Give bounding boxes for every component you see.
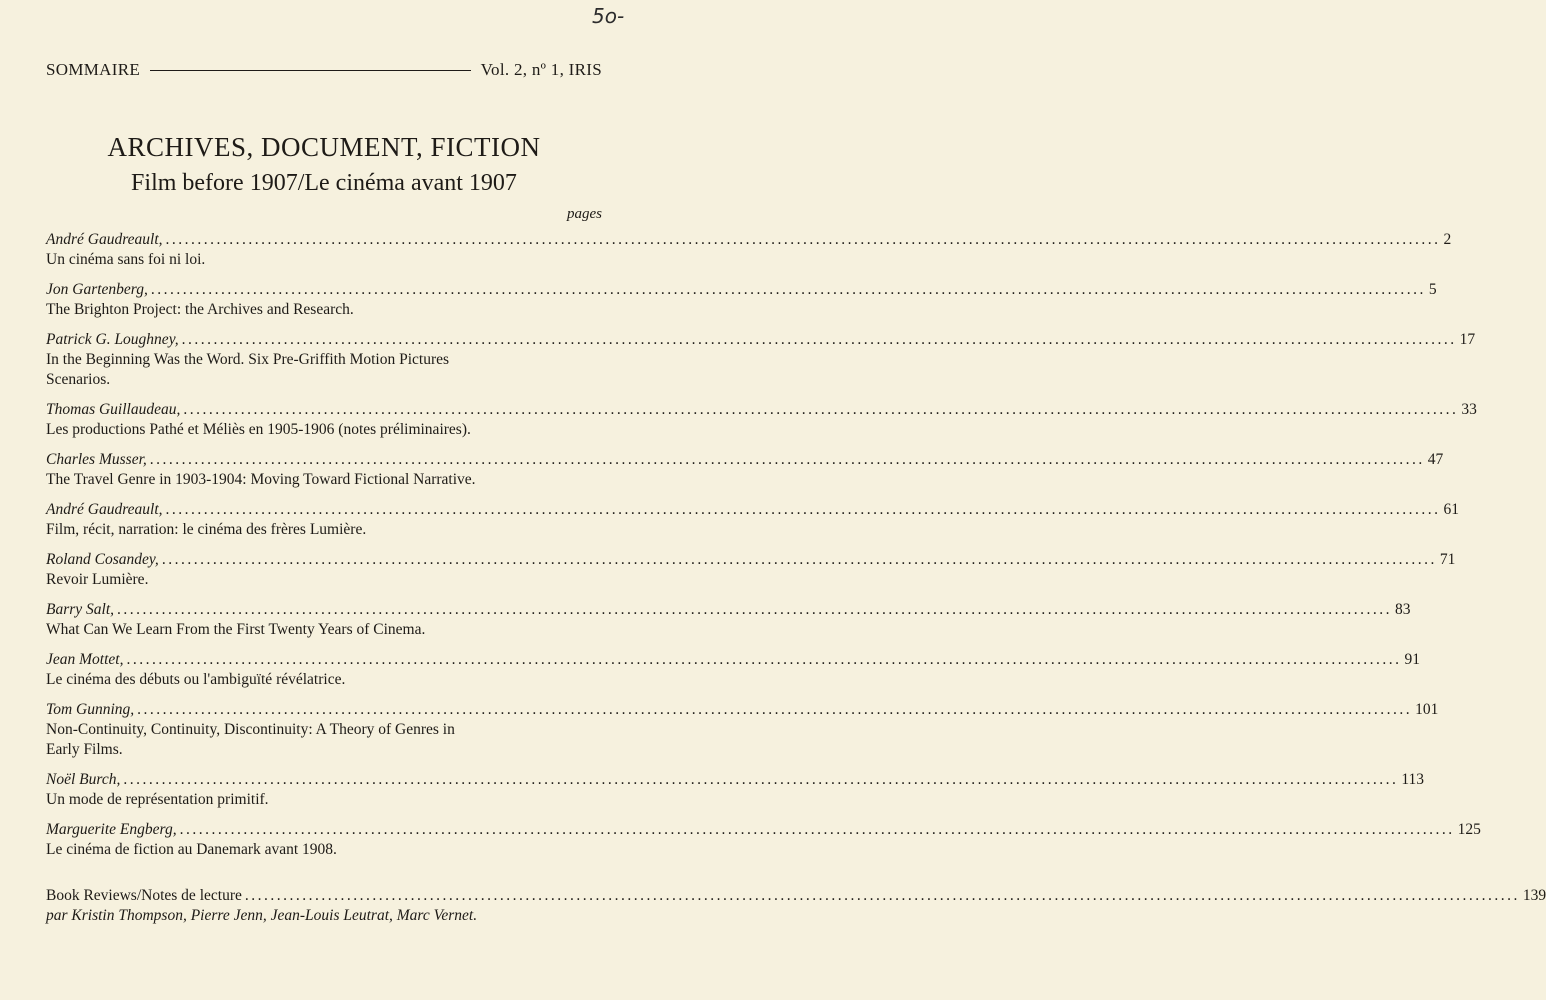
entry-page: 61 bbox=[1443, 501, 1460, 518]
reviews-page: 139 bbox=[1522, 887, 1546, 904]
dot-leader: ........................................................................................................................................................................................................ bbox=[149, 451, 1425, 468]
pages-column-label: pages bbox=[567, 206, 602, 222]
header-left: SOMMAIRE bbox=[46, 60, 141, 79]
entry-page: 2 bbox=[1443, 231, 1452, 248]
entry-author: Jean Mottet, bbox=[46, 651, 124, 668]
page-subtitle: Film before 1907/Le cinéma avant 1907 bbox=[131, 170, 517, 196]
entry-title: Non-Continuity, Continuity, Discontinuity: A Theory of Genres in bbox=[46, 721, 455, 738]
entry-page: 71 bbox=[1439, 551, 1456, 568]
entry-title: Film, récit, narration: le cinéma des frères Lumière. bbox=[46, 521, 367, 538]
entry-title: Le cinéma des débuts ou l'ambiguïté révélatrice. bbox=[46, 671, 346, 688]
entry-author: André Gaudreault, bbox=[46, 231, 163, 248]
dot-leader: ........................................................................................................................................................................................................ bbox=[244, 887, 1520, 904]
header-right: Vol. 2, nº 1, IRIS bbox=[480, 60, 602, 79]
entry-page: 83 bbox=[1395, 601, 1411, 618]
entry-title: Les productions Pathé et Méliès en 1905-1906 (notes préliminaires). bbox=[46, 421, 471, 438]
book-reviews-entry bbox=[46, 886, 1546, 926]
entry-title: Un mode de représentation primitif. bbox=[46, 791, 269, 808]
entry-author: Charles Musser, bbox=[46, 451, 147, 468]
toc-entry bbox=[46, 770, 1425, 810]
entry-title: What Can We Learn From the First Twenty Years of Cinema. bbox=[46, 621, 426, 638]
dot-leader: ........................................................................................................................................................................................................ bbox=[161, 551, 1437, 568]
entry-title-continued: Scenarios. bbox=[46, 371, 111, 388]
entry-author: Tom Gunning, bbox=[46, 701, 135, 718]
entry-author: Jon Gartenberg, bbox=[46, 281, 148, 298]
toc-entry bbox=[46, 600, 1411, 640]
entry-author: Thomas Guillaudeau, bbox=[46, 401, 181, 418]
entry-title: Revoir Lumière. bbox=[46, 571, 149, 588]
entry-page: 5 bbox=[1428, 281, 1437, 298]
entry-page: 125 bbox=[1457, 821, 1481, 838]
dot-leader: ........................................................................................................................................................................................................ bbox=[123, 771, 1399, 788]
dot-leader: ........................................................................................................................................................................................................ bbox=[117, 601, 1393, 618]
entry-page: 47 bbox=[1427, 451, 1444, 468]
reviews-contributors: par Kristin Thompson, Pierre Jenn, Jean-Louis Leutrat, Marc Vernet. bbox=[46, 907, 478, 924]
toc-entry bbox=[46, 280, 1437, 320]
toc-entry bbox=[46, 650, 1420, 690]
dot-leader: ........................................................................................................................................................................................................ bbox=[165, 231, 1441, 248]
running-header bbox=[46, 60, 602, 80]
entry-page: 113 bbox=[1401, 771, 1425, 788]
entry-title-continued: Early Films. bbox=[46, 741, 123, 758]
dot-leader: ........................................................................................................................................................................................................ bbox=[179, 821, 1455, 838]
toc-entry bbox=[46, 550, 1456, 590]
toc-entry bbox=[46, 400, 1477, 440]
entry-title: The Brighton Project: the Archives and Research. bbox=[46, 301, 354, 318]
toc-entry bbox=[46, 450, 1444, 490]
toc-entry bbox=[46, 230, 1452, 270]
entry-author: Marguerite Engberg, bbox=[46, 821, 177, 838]
page-title: ARCHIVES, DOCUMENT, FICTION bbox=[107, 132, 541, 162]
entry-page: 33 bbox=[1461, 401, 1477, 418]
entry-author: Roland Cosandey, bbox=[46, 551, 159, 568]
dot-leader: ........................................................................................................................................................................................................ bbox=[126, 651, 1402, 668]
entry-author: Patrick G. Loughney, bbox=[46, 331, 179, 348]
entry-title: The Travel Genre in 1903-1904: Moving Toward Fictional Narrative. bbox=[46, 471, 476, 488]
toc-entry bbox=[46, 820, 1481, 860]
entry-title: Un cinéma sans foi ni loi. bbox=[46, 251, 206, 268]
dot-leader: ........................................................................................................................................................................................................ bbox=[150, 281, 1426, 298]
dot-leader: ........................................................................................................................................................................................................ bbox=[181, 331, 1457, 348]
dot-leader: ........................................................................................................................................................................................................ bbox=[183, 401, 1459, 418]
handwritten-annotation: 5o- bbox=[592, 4, 625, 28]
dot-leader: ........................................................................................................................................................................................................ bbox=[165, 501, 1441, 518]
entry-page: 91 bbox=[1404, 651, 1420, 668]
toc-list bbox=[46, 230, 1481, 870]
entry-author: Barry Salt, bbox=[46, 601, 115, 618]
toc-entry bbox=[46, 330, 1476, 390]
toc-entry bbox=[46, 700, 1439, 760]
header-rule bbox=[150, 70, 471, 71]
entry-title: Le cinéma de fiction au Danemark avant 1908. bbox=[46, 841, 337, 858]
entry-author: Noël Burch, bbox=[46, 771, 121, 788]
reviews-label: Book Reviews/Notes de lecture bbox=[46, 887, 242, 904]
dot-leader: ........................................................................................................................................................................................................ bbox=[137, 701, 1413, 718]
entry-title: In the Beginning Was the Word. Six Pre-Griffith Motion Pictures bbox=[46, 351, 450, 368]
entry-page: 17 bbox=[1459, 331, 1476, 348]
toc-entry bbox=[46, 500, 1460, 540]
entry-author: André Gaudreault, bbox=[46, 501, 163, 518]
entry-page: 101 bbox=[1415, 701, 1439, 718]
